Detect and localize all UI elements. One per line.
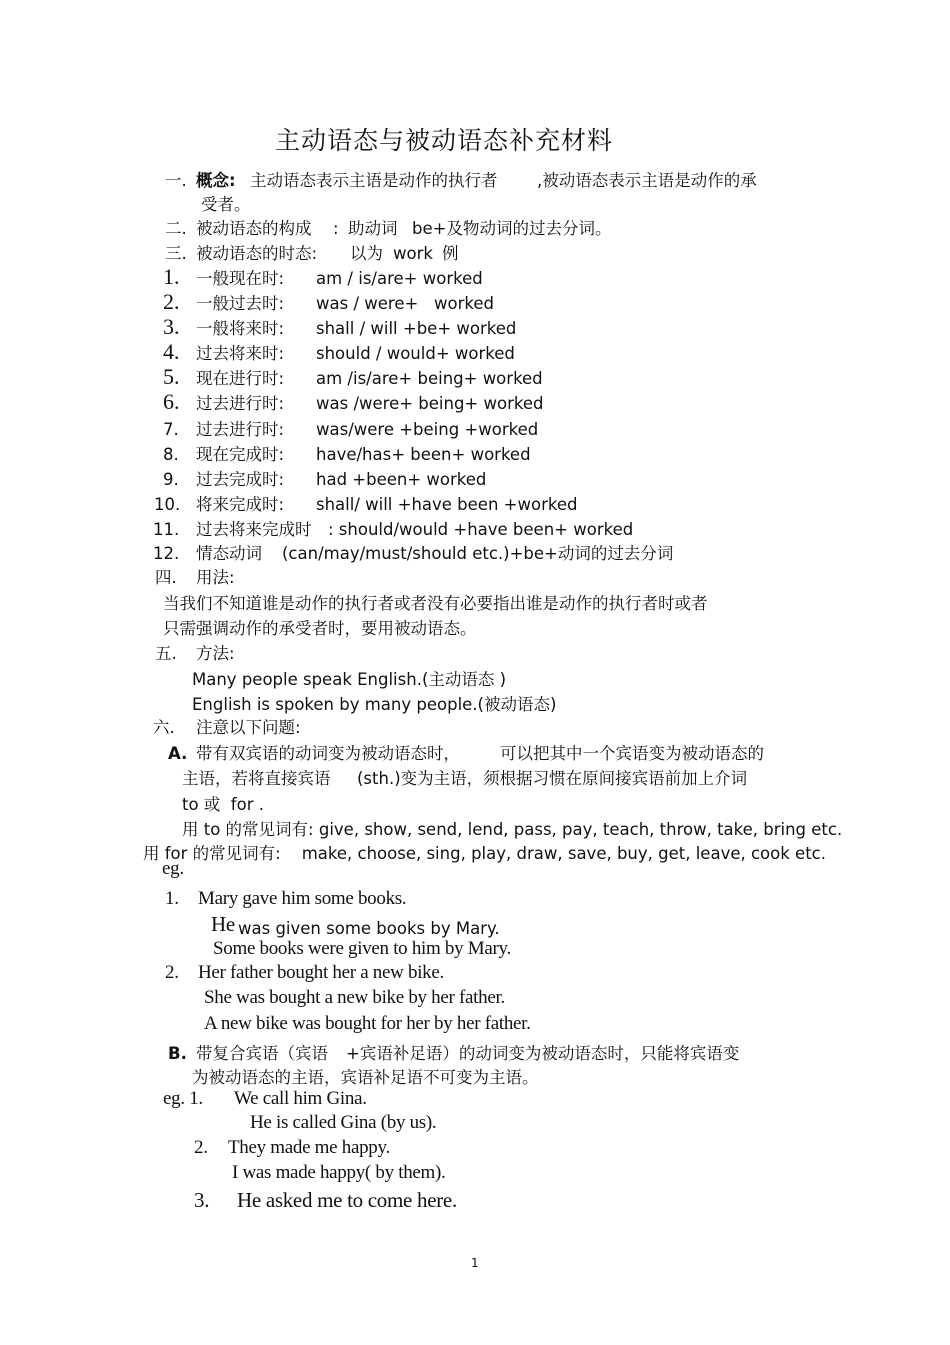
section-label: 用法: bbox=[196, 568, 235, 587]
text-line: +宾语补足语）的动词变为被动语态时，只能将宾语变 bbox=[346, 1044, 740, 1063]
example-line: We call him Gina. bbox=[234, 1088, 367, 1109]
list-number: 5. bbox=[163, 364, 180, 389]
text-line: 例 bbox=[442, 244, 459, 263]
section-marker: 三. bbox=[165, 244, 187, 263]
text-line: (sth.)变为主语，须根据习惯在原间接宾语前加上介词 bbox=[357, 769, 748, 788]
text-line: 带有双宾语的动词变为被动语态时， bbox=[196, 744, 460, 763]
tense-form: shall / will +be+ worked bbox=[316, 319, 517, 338]
tense-name: 现在完成时: bbox=[196, 445, 285, 464]
example-line: They made me happy. bbox=[228, 1137, 390, 1158]
example-line: Her father bought her a new bike. bbox=[198, 962, 444, 983]
text-line: 主动语态表示主语是动作的执行者 bbox=[250, 171, 498, 190]
tense-name: 过去进行时: bbox=[196, 394, 285, 413]
text-line: 为被动语态的主语，宾语补足语不可变为主语。 bbox=[192, 1068, 539, 1087]
text-line: 被动语态的时态: bbox=[196, 244, 318, 263]
section-label: 注意以下问题: bbox=[196, 718, 301, 737]
subsection-marker: A. bbox=[168, 744, 188, 763]
section-marker: 二. bbox=[165, 219, 187, 238]
list-number: 4. bbox=[163, 339, 180, 364]
tense-form: am /is/are+ being+ worked bbox=[316, 369, 543, 388]
eg-label: eg. bbox=[162, 858, 184, 879]
tense-name: 过去进行时: bbox=[196, 420, 285, 439]
tense-form: : should/would +have been+ worked bbox=[328, 520, 634, 539]
tense-name: 一般将来时: bbox=[196, 319, 285, 338]
tense-form: had +been+ worked bbox=[316, 470, 487, 489]
text-line: work bbox=[393, 244, 433, 263]
tense-form: shall/ will +have been +worked bbox=[316, 495, 578, 514]
tense-name: 一般过去时: bbox=[196, 294, 285, 313]
tense-form: was/were +being +worked bbox=[316, 420, 539, 439]
tense-name: 一般现在时: bbox=[196, 269, 285, 288]
tense-name: 情态动词 bbox=[196, 544, 262, 563]
text-line: 用 to 的常见词有: give, show, send, lend, pass, pay, teach, throw, take, bring etc. bbox=[182, 820, 843, 839]
tense-name: 过去将来时: bbox=[196, 344, 285, 363]
list-number: 3. bbox=[163, 314, 180, 339]
text-line: to 或 for . bbox=[182, 795, 264, 814]
list-number: 8. bbox=[163, 445, 179, 464]
section-marker: 六. bbox=[153, 718, 175, 737]
section-marker: 五. bbox=[155, 644, 177, 663]
list-number: 6. bbox=[163, 389, 180, 414]
tense-form: am / is/are+ worked bbox=[316, 269, 483, 288]
subsection-marker: B. bbox=[168, 1044, 187, 1063]
example-line: He asked me to come here. bbox=[237, 1188, 457, 1212]
list-number: 11. bbox=[153, 520, 180, 539]
tense-name: 现在进行时: bbox=[196, 369, 285, 388]
section-label: 方法: bbox=[196, 644, 235, 663]
text-line: 主语，若将直接宾语 bbox=[182, 769, 331, 788]
example-line: Many people speak English.(主动语态 ) bbox=[192, 670, 507, 689]
text-line: 只需强调动作的承受者时，要用被动语态。 bbox=[163, 619, 477, 638]
tense-form: have/has+ been+ worked bbox=[316, 445, 531, 464]
tense-name: 过去完成时: bbox=[196, 470, 285, 489]
text-line: 当我们不知道谁是动作的执行者或者没有必要指出谁是动作的执行者时或者 bbox=[163, 594, 708, 613]
text-line: 可以把其中一个宾语变为被动语态的 bbox=[500, 744, 764, 763]
example-line: was given some books by Mary. bbox=[238, 919, 500, 938]
text-line: be+及物动词的过去分词。 bbox=[412, 219, 612, 238]
list-number: 1. bbox=[163, 264, 180, 289]
page-title: 主动语态与被动语态补充材料 bbox=[275, 126, 614, 155]
list-number: 2. bbox=[194, 1137, 208, 1158]
tense-form: should / would+ worked bbox=[316, 344, 515, 363]
list-number: 9. bbox=[163, 470, 179, 489]
text-line: ,被动语态表示主语是动作的承 bbox=[537, 171, 757, 190]
list-number: 3. bbox=[194, 1188, 210, 1212]
list-number: 12. bbox=[153, 544, 180, 563]
list-number: 7. bbox=[163, 420, 179, 439]
example-line: He is called Gina (by us). bbox=[250, 1112, 437, 1133]
text-line: 被动语态的构成 bbox=[196, 219, 312, 238]
example-line: Some books were given to him by Mary. bbox=[213, 938, 511, 959]
section-label: 概念: bbox=[196, 171, 236, 190]
example-word: He bbox=[211, 912, 235, 936]
example-line: English is spoken by many people.(被动语态) bbox=[192, 695, 557, 714]
eg-label: eg. 1. bbox=[163, 1088, 203, 1109]
section-marker: 一. bbox=[165, 171, 187, 190]
tense-name: 将来完成时: bbox=[196, 495, 285, 514]
text-line: 带复合宾语（宾语 bbox=[196, 1044, 328, 1063]
list-number: 2. bbox=[165, 962, 179, 983]
example-line: I was made happy( by them). bbox=[232, 1162, 446, 1183]
tense-form: was /were+ being+ worked bbox=[316, 394, 544, 413]
text-line: 用 for 的常见词有: make, choose, sing, play, draw, save, buy, get, leave, cook etc. bbox=[143, 844, 826, 863]
tense-form: (can/may/must/should etc.)+be+动词的过去分词 bbox=[282, 544, 674, 563]
tense-form: was / were+ worked bbox=[316, 294, 494, 313]
list-number: 2. bbox=[163, 289, 180, 314]
text-line: 受者。 bbox=[201, 195, 251, 214]
text-line: : bbox=[333, 219, 339, 238]
list-number: 10. bbox=[154, 495, 181, 514]
text-line: 以为 bbox=[350, 244, 383, 263]
page-number: 1 bbox=[471, 1256, 479, 1270]
example-line: She was bought a new bike by her father. bbox=[204, 987, 505, 1008]
example-line: Mary gave him some books. bbox=[198, 888, 407, 909]
example-line: A new bike was bought for her by her father. bbox=[204, 1013, 531, 1034]
tense-name: 过去将来完成时 bbox=[196, 520, 312, 539]
list-number: 1. bbox=[165, 888, 179, 909]
section-marker: 四. bbox=[155, 568, 177, 587]
text-line: 助动词 bbox=[348, 219, 398, 238]
